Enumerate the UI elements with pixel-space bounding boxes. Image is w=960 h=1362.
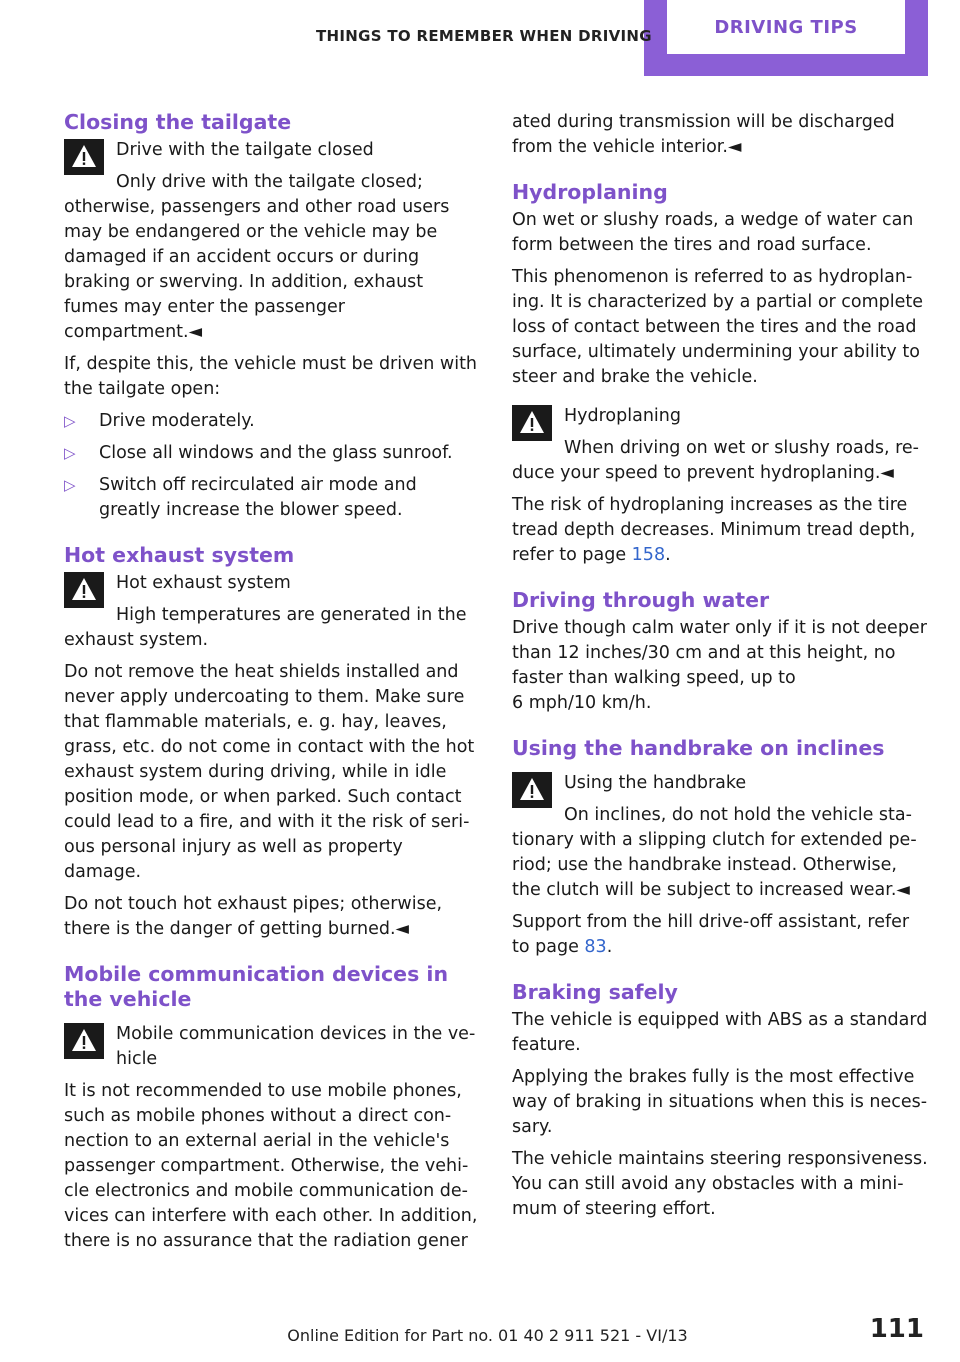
section-hydroplaning <box>512 180 928 568</box>
right-column <box>512 110 928 1229</box>
warning-tailgate <box>64 138 480 345</box>
section-tailgate <box>64 110 480 523</box>
bullet-list <box>64 409 480 523</box>
section-water <box>512 588 928 716</box>
warning-title: Hot exhaust system <box>116 573 291 593</box>
paragraph-text: . <box>606 937 613 957</box>
warning-body: When driving on wet or slushy roads, reduce your speed to prevent hydroplaning.◄ <box>512 438 919 483</box>
heading-mobile: Mobile communication devices in the vehicle <box>64 962 449 1011</box>
paragraph-text: The risk of hydroplaning increases as the tire tread depth decreases. Minimum tread depth, refer to page <box>512 495 916 565</box>
page-link[interactable]: 158 <box>631 545 666 565</box>
paragraph: This phenomenon is referred to as hydroplaning. It is characterized by a partial or complete loss of contact between the tires and the road surface, ultimately undermining your ability to steer and brake the vehicle. <box>512 267 924 387</box>
warning-icon <box>512 772 552 808</box>
section-title: THINGS TO REMEMBER WHEN DRIVING <box>316 27 652 45</box>
paragraph <box>512 910 928 960</box>
chapter-tab[interactable]: DRIVING TIPS <box>667 0 905 54</box>
warning-handbrake <box>512 771 928 903</box>
list-item: ▷ Close all windows and the glass sunroof. <box>64 441 480 466</box>
paragraph: It is not recommended to use mobile phones, such as mobile phones without a direct connection to an external aerial in the vehicle's passenger compartment. Otherwise, the vehicle electronics and mobile communication devices can interfere with each other. In addition, there is no assurance that the radiation gener <box>64 1081 478 1251</box>
heading-handbrake: Using the handbrake on inclines <box>512 736 885 760</box>
warning-title: Drive with the tailgate closed <box>116 140 374 160</box>
list-item: ▷ Switch off recirculated air mode and greatly increase the blower speed. <box>64 473 480 523</box>
heading-tailgate: Closing the tailgate <box>64 110 292 134</box>
paragraph: On wet or slushy roads, a wedge of water can form between the tires and road surface. <box>512 210 914 255</box>
paragraph: Do not touch hot exhaust pipes; otherwise, there is the danger of getting burned.◄ <box>64 894 443 939</box>
paragraph: If, despite this, the vehicle must be driven with the tailgate open: <box>64 354 478 399</box>
section-braking <box>512 980 928 1222</box>
warning-exhaust <box>64 571 480 653</box>
heading-braking: Braking safely <box>512 980 678 1004</box>
warning-mobile <box>64 1022 480 1072</box>
paragraph <box>512 616 928 691</box>
page-link[interactable]: 83 <box>584 937 607 957</box>
section-mobile <box>64 962 480 1254</box>
paragraph-text: Support from the hill drive-off assistant, refer to page <box>512 912 910 957</box>
heading-hydroplaning: Hydroplaning <box>512 180 668 204</box>
warning-icon <box>64 139 104 175</box>
paragraph: Applying the brakes fully is the most effective way of braking in situations when this is necessary. <box>512 1067 928 1137</box>
list-item: ▷ Drive moderately. <box>64 409 480 434</box>
paragraph: 6 mph/10 km/h. <box>512 693 652 713</box>
warning-icon <box>512 405 552 441</box>
section-exhaust <box>64 543 480 942</box>
warning-body: Only drive with the tailgate closed; otherwise, passengers and other road users may be endangered or the vehicle may be damaged if an accident occurs or during braking or swerving. In addition, exhaust fumes may enter the passenger compartment.◄ <box>64 172 450 342</box>
warning-hydroplaning <box>512 404 928 486</box>
paragraph: Do not remove the heat shields installed and never apply undercoating to them. Make sure that flammable materials, e. g. hay, leaves, grass, etc. do not come in contact with the hot exhaust system during driving, while in idle position mode, or when parked. Such contact could lead to a fire, and with it the risk of serious personal injury as well as property damage. <box>64 662 475 882</box>
section-handbrake <box>512 736 928 960</box>
warning-icon <box>64 1023 104 1059</box>
warning-body: On inclines, do not hold the vehicle stationary with a slipping clutch for extended period; use the handbrake instead. Otherwise, the clutch will be subject to increased wear.◄ <box>512 805 917 900</box>
heading-water: Driving through water <box>512 588 770 612</box>
page-number: 111 <box>869 1314 924 1344</box>
warning-icon <box>64 572 104 608</box>
warning-title: Mobile communication devices in the vehicle <box>116 1024 476 1069</box>
paragraph: The vehicle is equipped with ABS as a standard feature. <box>512 1010 928 1055</box>
paragraph: The vehicle maintains steering responsiveness. You can still avoid any obstacles with a minimum of steering effort. <box>512 1149 928 1219</box>
paragraph-text: . <box>665 545 671 565</box>
paragraph-text: Drive though calm water only if it is not deeper than 12 inches/30 cm and at this height, no faster than walking speed, up to <box>512 618 927 688</box>
paragraph <box>512 493 928 568</box>
paragraph: ated during transmission will be discharged from the vehicle interior.◄ <box>512 112 895 157</box>
footer-edition: Online Edition for Part no. 01 40 2 911 521 - VI/13 <box>287 1326 688 1345</box>
warning-title: Hydroplaning <box>564 406 681 426</box>
heading-exhaust: Hot exhaust system <box>64 543 295 567</box>
left-column <box>64 110 480 1261</box>
warning-body: High temperatures are generated in the exhaust system. <box>64 605 467 650</box>
warning-title: Using the handbrake <box>564 773 747 793</box>
